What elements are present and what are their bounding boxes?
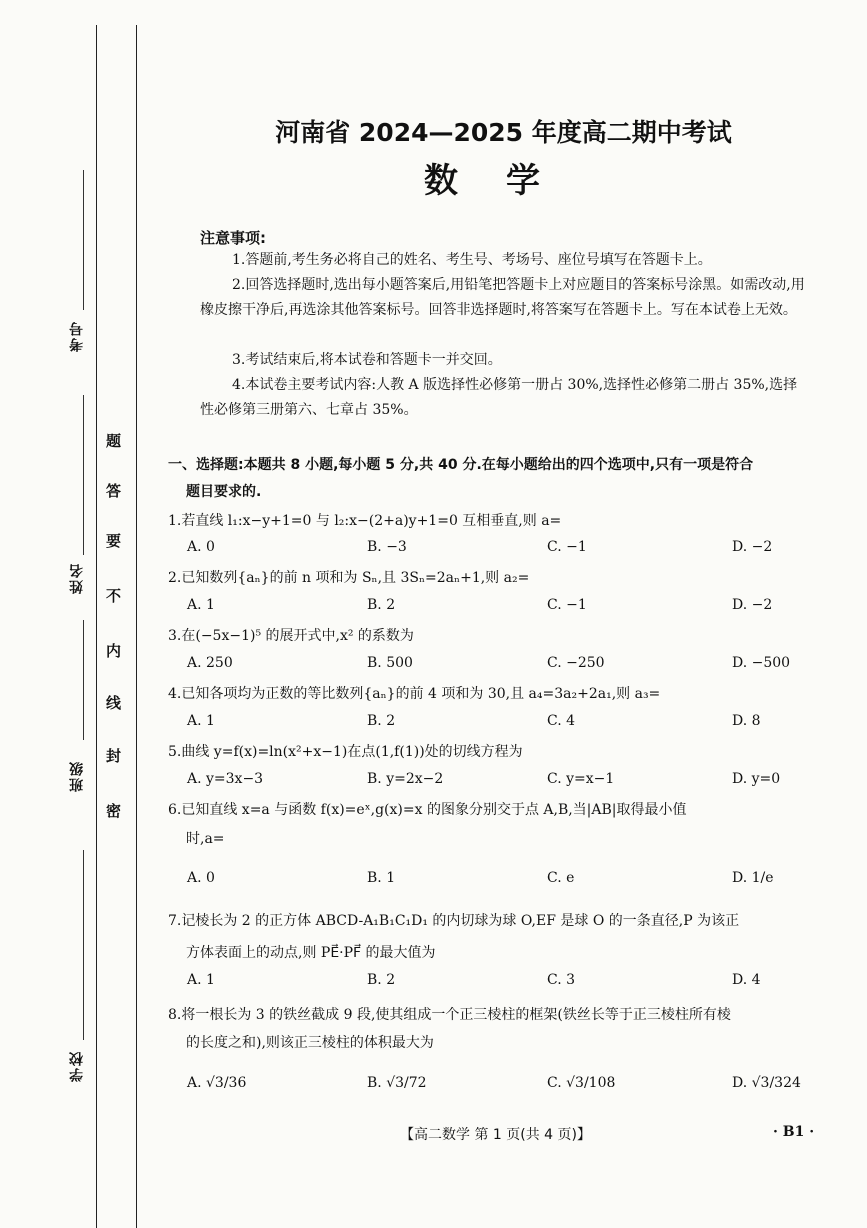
- option-a: A. √3/36: [187, 1075, 247, 1091]
- option-d: D. 1/e: [732, 870, 774, 886]
- question-options: [187, 597, 837, 621]
- option-c: C. √3/108: [547, 1075, 616, 1091]
- option-a: A. 0: [187, 870, 215, 886]
- exam-title: 河南省 2024—2025 年度高二期中考试: [275, 118, 732, 147]
- question-stem-cont: 时,a=: [186, 831, 225, 847]
- subject-title: 数学: [424, 161, 588, 201]
- seal-char: 线: [106, 694, 122, 712]
- question-options: [187, 655, 837, 679]
- question-options: [187, 870, 837, 894]
- option-b: B. 1: [367, 870, 396, 886]
- question-stem-cont: 的长度之和),则该正三棱柱的体积最大为: [186, 1035, 434, 1051]
- option-c: C. 4: [547, 713, 576, 729]
- option-c: C. −1: [547, 597, 587, 613]
- seal-char: 不: [106, 587, 122, 605]
- question-stem: 2.已知数列{aₙ}的前 n 项和为 Sₙ,且 3Sₙ=2aₙ+1,则 a₂=: [168, 570, 530, 586]
- option-b: B. 2: [367, 972, 396, 988]
- question-stem: 4.已知各项均为正数的等比数列{aₙ}的前 4 项和为 30,且 a₄=3a₂+2a₁,则 a₃=: [168, 686, 661, 702]
- option-c: C. −1: [547, 539, 587, 555]
- option-b: B. 500: [367, 655, 413, 671]
- question-stem: 3.在(−5x−1)⁵ 的展开式中,x² 的系数为: [168, 628, 414, 644]
- school-underline: [83, 850, 84, 1040]
- option-d: D. 4: [732, 972, 761, 988]
- option-c: C. y=x−1: [547, 771, 615, 787]
- question-options: [187, 539, 837, 563]
- seal-char: 答: [106, 482, 122, 500]
- question-options: [187, 972, 837, 996]
- option-c: C. e: [547, 870, 575, 886]
- binding-margin-line-inner: [136, 25, 137, 1228]
- option-d: D. −2: [732, 539, 773, 555]
- notice-item: 2.回答选择题时,选出每小题答案后,用铅笔把答题卡上对应题目的答案标号涂黑。如需改动,用橡皮擦干净后,再选涂其他答案标号。回答非选择题时,将答案写在答题卡上。写在本试卷上无效。: [200, 277, 805, 318]
- option-a: A. 1: [187, 597, 215, 613]
- name-label: 姓名: [69, 562, 85, 594]
- option-a: A. y=3x−3: [187, 771, 264, 787]
- option-d: D. y=0: [732, 771, 781, 787]
- question-stem: 5.曲线 y=f(x)=ln(x²+x−1)在点(1,f(1))处的切线方程为: [168, 744, 523, 760]
- question-stem: 1.若直线 l₁:x−y+1=0 与 l₂:x−(2+a)y+1=0 互相垂直,则 a=: [168, 513, 562, 529]
- question-stem: 7.记棱长为 2 的正方体 ABCD-A₁B₁C₁D₁ 的内切球为球 O,EF 是球 O 的一条直径,P 为该正: [168, 913, 740, 929]
- option-a: A. 1: [187, 713, 215, 729]
- name-underline: [83, 395, 84, 555]
- paper-code: · B1 ·: [773, 1124, 815, 1140]
- question-stem: 8.将一根长为 3 的铁丝截成 9 段,使其组成一个正三棱柱的框架(铁丝长等于正三棱柱所有棱: [168, 1007, 731, 1023]
- seal-char: 要: [106, 532, 122, 550]
- option-d: D. −2: [732, 597, 773, 613]
- notice-item: 4.本试卷主要考试内容:人教 A 版选择性必修第一册占 30%,选择性必修第二册占 35%,选择性必修第三册第六、七章占 35%。: [200, 377, 798, 418]
- section-heading-cont: 题目要求的.: [186, 484, 262, 500]
- question-options: [187, 771, 837, 795]
- question-stem: 6.已知直线 x=a 与函数 f(x)=eˣ,g(x)=x 的图象分别交于点 A,B,当|AB|取得最小值: [168, 802, 687, 818]
- binding-margin-line-outer: [96, 25, 97, 1228]
- option-b: B. −3: [367, 539, 407, 555]
- seal-char: 内: [106, 642, 122, 660]
- seal-char: 封: [106, 747, 122, 765]
- question-options: [187, 713, 837, 737]
- class-label: 班级: [69, 760, 85, 792]
- seal-char: 密: [106, 802, 122, 820]
- question-options: [187, 1075, 837, 1099]
- option-b: B. y=2x−2: [367, 771, 444, 787]
- notice-item: 1.答题前,考生务必将自己的姓名、考生号、考场号、座位号填写在答题卡上。: [232, 252, 712, 268]
- school-label: 学校: [69, 1050, 85, 1082]
- question-stem-cont: 方体表面上的动点,则 PE⃗·PF⃗ 的最大值为: [186, 945, 436, 961]
- exam-number-label: 考号: [69, 320, 85, 352]
- seal-char: 题: [106, 432, 122, 450]
- option-a: A. 0: [187, 539, 215, 555]
- option-a: A. 250: [187, 655, 233, 671]
- option-d: D. −500: [732, 655, 791, 671]
- option-b: B. 2: [367, 713, 396, 729]
- option-b: B. √3/72: [367, 1075, 427, 1091]
- notice-heading: 注意事项:: [200, 229, 266, 247]
- section-heading: 一、选择题:本题共 8 小题,每小题 5 分,共 40 分.在每小题给出的四个选项中,只有一项是符合: [168, 457, 754, 473]
- page-footer: 【高二数学 第 1 页(共 4 页)】: [400, 1127, 591, 1143]
- option-c: C. −250: [547, 655, 605, 671]
- option-d: D. 8: [732, 713, 761, 729]
- option-b: B. 2: [367, 597, 396, 613]
- option-a: A. 1: [187, 972, 215, 988]
- option-c: C. 3: [547, 972, 576, 988]
- class-underline: [83, 620, 84, 740]
- option-d: D. √3/324: [732, 1075, 801, 1091]
- notice-item: 3.考试结束后,将本试卷和答题卡一并交回。: [232, 352, 502, 368]
